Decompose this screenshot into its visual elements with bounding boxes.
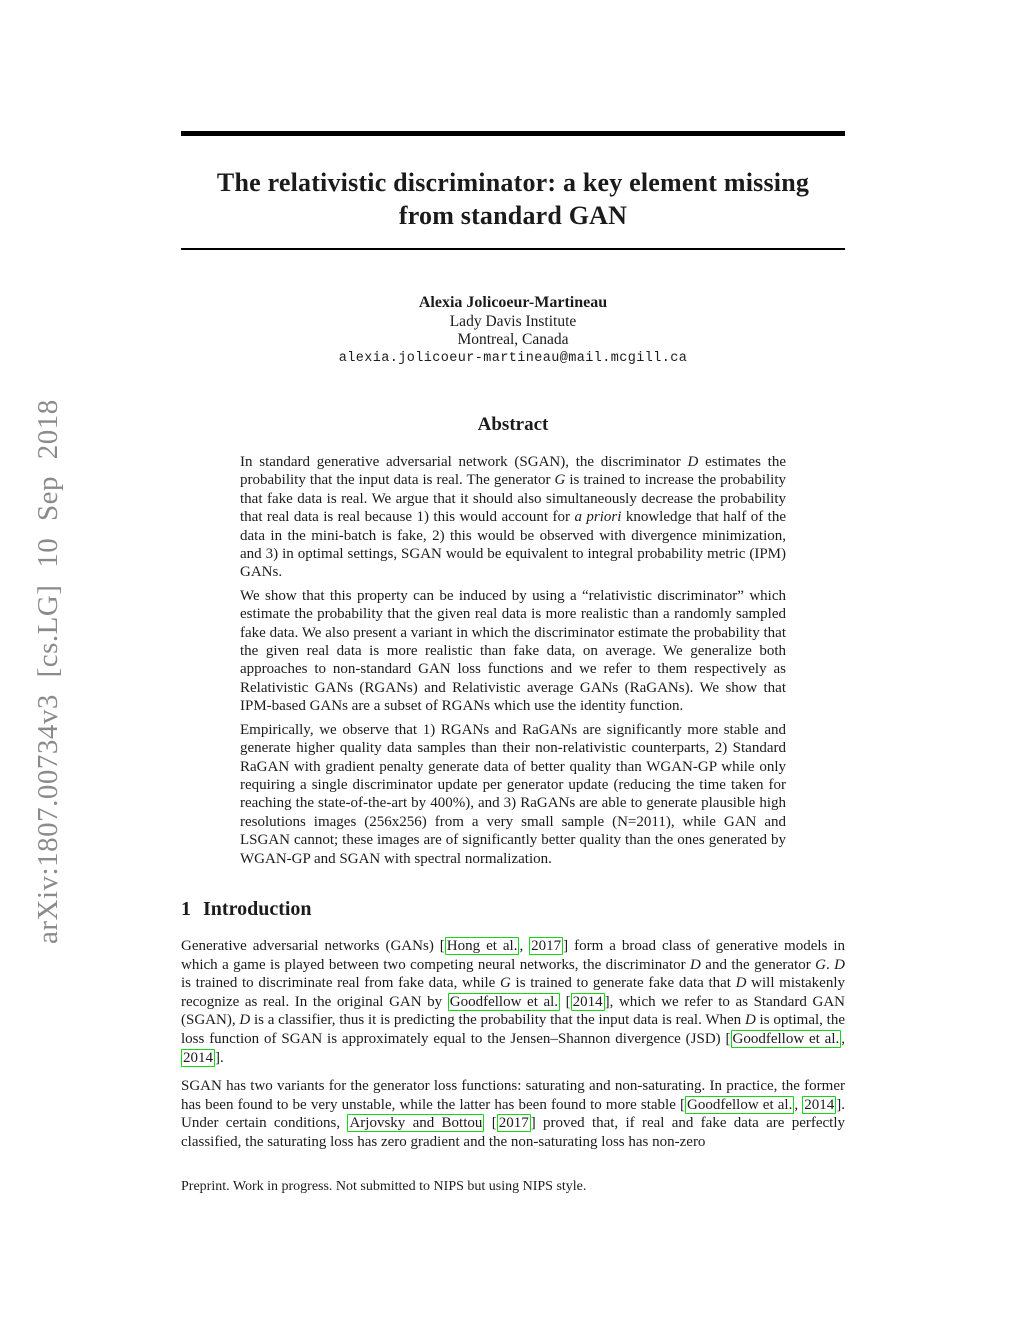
citation-link[interactable]: 2014	[804, 1096, 835, 1113]
math-variable: D	[834, 956, 845, 973]
section-heading-introduction	[181, 898, 845, 921]
text-run: [	[560, 993, 571, 1010]
text-run: is trained to discriminate real from fake data, while	[181, 975, 501, 992]
author-location: Montreal, Canada	[457, 331, 569, 348]
text-run: will mistakenly recognize as real. In the original GAN by	[181, 975, 845, 1010]
citation-link[interactable]: Arjovsky and Bottou	[349, 1115, 483, 1132]
section-number: 1	[181, 897, 191, 920]
citation-link[interactable]: 2017	[498, 1115, 529, 1132]
author-name: Alexia Jolicoeur-Martineau	[418, 294, 608, 311]
title-rule-top	[181, 131, 845, 136]
citation-link[interactable]: Hong et al.	[446, 937, 518, 954]
text-run: ,	[519, 937, 530, 954]
abstract-paragraph-3	[240, 721, 786, 868]
author-email: alexia.jolicoeur-martineau@mail.mcgill.ca	[338, 350, 688, 366]
text-run: ]. Under certain conditions,	[181, 1096, 845, 1132]
text-run: is trained to increase the probability that fake data is real. We argue that it should also simultaneously decrease the probability that real data is real because 1) this would account for	[240, 472, 786, 526]
title-rule-bottom	[181, 248, 845, 250]
text-run: and the generator	[700, 956, 816, 973]
text-run: SGAN has two variants for the generator loss functions: saturating and non-saturating. In practice, the former has been found to be very unstable, while the latter has been found to more stable [	[181, 1078, 845, 1113]
text-run: Generative adversarial networks (GANs) [	[181, 937, 445, 954]
text-run: .	[825, 956, 835, 973]
math-variable: a priori	[574, 509, 622, 526]
text-run: ] proved that, if real and fake data are perfectly classified, the saturating loss has zero gradient and the non-saturating loss has non-zero	[181, 1115, 845, 1150]
citation-link[interactable]: Goodfellow et al.	[732, 1030, 840, 1047]
paper-title-line2: from standard GAN	[398, 201, 628, 230]
author-block	[181, 294, 845, 368]
math-variable: G	[500, 975, 511, 992]
text-run: [	[484, 1115, 497, 1132]
text-run: estimates the probability that the input data is real. The generator	[240, 454, 786, 489]
text-run: ] form a broad class of generative models in which a game is played between two competing neural networks, the discriminator	[181, 937, 845, 973]
paper-title	[181, 166, 845, 232]
introduction-paragraph-2	[181, 1077, 845, 1151]
text-run: ], which we refer to as Standard GAN (SGAN),	[181, 993, 845, 1029]
paper-title-line1: The relativistic discriminator: a key element missing	[216, 168, 810, 197]
introduction-paragraph-1	[181, 937, 845, 1067]
citation-link[interactable]: 2014	[183, 1049, 213, 1066]
math-variable: D	[735, 975, 747, 992]
citation-link[interactable]: Goodfellow et al.	[449, 993, 559, 1010]
text-run: knowledge that half of the data in the mini-batch is fake, 2) this would be observed with divergence minimization, and 3) in optimal settings, SGAN would be equivalent to integral probability metric (IPM) GANs.	[240, 509, 787, 581]
math-variable: D	[690, 956, 701, 973]
text-run: ].	[215, 1049, 224, 1066]
abstract-paragraph-2	[240, 587, 786, 716]
text-run: In standard generative adversarial network (SGAN), the discriminator	[240, 454, 688, 470]
text-run: Empirically, we observe that 1) RGANs and RaGANs are significantly more stable and generate higher quality data samples than their non-relativistic counterparts, 2) Standard RaGAN with gradient penalty generate data of better quality than WGAN-GP while only requiring a single discriminator update per generator update (reducing the time taken for reaching the state-of-the-art by 400%), and 3) RaGANs are able to generate plausible high resolutions images (256x256) from a very small sample (N=2011), while GAN and LSGAN cannot; these images are of significantly better quality than the ones generated by WGAN-GP and SGAN with spectral normalization.	[240, 721, 786, 867]
math-variable: G	[554, 472, 566, 489]
math-variable: G	[815, 956, 826, 973]
preprint-footer-note: Preprint. Work in progress. Not submitted to NIPS but using NIPS style.	[181, 1179, 587, 1195]
text-run: is a classifier, thus it is predicting the probability that the input data is real. When	[250, 1012, 745, 1029]
text-run: ,	[794, 1096, 803, 1113]
math-variable: D	[687, 454, 699, 470]
paper-content-column	[181, 0, 845, 1195]
math-variable: D	[744, 1012, 756, 1029]
citation-link[interactable]: Goodfellow et al.	[687, 1096, 793, 1113]
citation-link[interactable]: 2014	[572, 993, 603, 1010]
section-title: Introduction	[203, 897, 312, 920]
author-affiliation: Lady Davis Institute	[449, 312, 577, 330]
citation-link[interactable]: 2017	[531, 937, 562, 954]
abstract-body	[240, 453, 786, 868]
math-variable: D	[239, 1012, 251, 1029]
text-run: We show that this property can be induced by using a “relativistic discriminator” which estimate the probability that the given real data is more realistic than a randomly sampled fake data. We also present a variant in which the discriminator estimate the probability that the given real data is more realistic than fake data, on average. We generalize both approaches to non-standard GAN loss functions and we refer to them respectively as Relativistic GANs (RGANs) and Relativistic average GANs (RaGANs). We show that IPM-based GANs are a subset of RGANs which use the identity function.	[240, 587, 786, 715]
text-run: ,	[841, 1030, 846, 1047]
abstract-heading: Abstract	[477, 414, 549, 435]
abstract-paragraph-1	[240, 453, 786, 582]
text-run: is optimal, the loss function of SGAN is approximately equal to the Jensen–Shannon divergence (JSD) [	[181, 1012, 845, 1047]
arxiv-watermark: arXiv:1807.00734v3 [cs.LG] 10 Sep 2018	[32, 399, 64, 944]
text-run: is trained to generate fake data that	[510, 975, 736, 992]
